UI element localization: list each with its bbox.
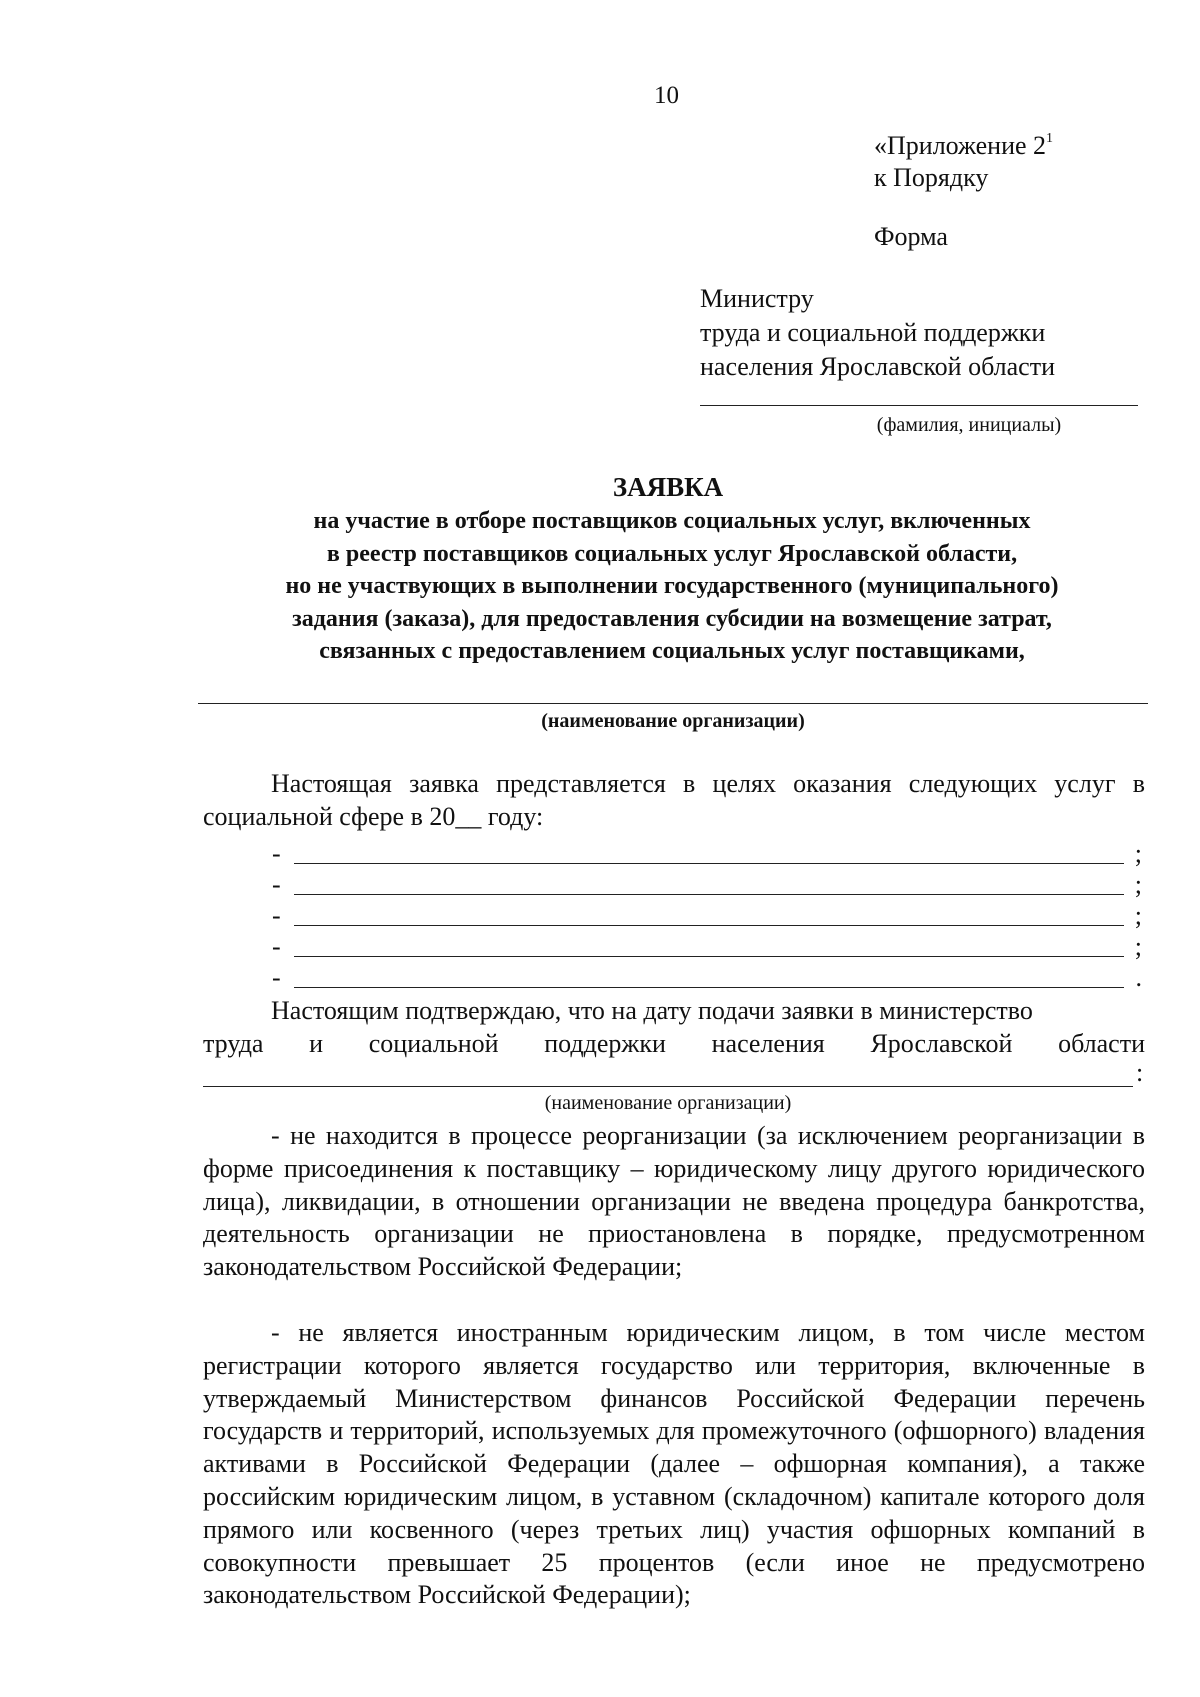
organization-name-line <box>198 703 1148 704</box>
subtitle-line: в реестр поставщиков социальных услуг Ярославской области, <box>326 540 1018 567</box>
service-rule <box>294 987 1124 988</box>
document-title: ЗАЯВКА <box>612 472 724 502</box>
condition-paragraph-2 <box>203 1317 1145 1612</box>
service-blank-line <box>272 961 1142 991</box>
condition-text-2: - не является иностранным юридическим лицом, в том числе местом регистрации которого является государство или территория, включенные в утверждаемый Министерством финансов Российской Федерации перечень государств и территорий, используемых для промежуточного (офшорного) владения активами в Российской Федерации (далее – офшорная компания), а также российским юридическим лицом, в уставном (складочном) капитале которого доля прямого или косвенного (через третьих лиц) участия офшорных компаний в совокупности превышает 25 процентов (если иное не предусмотрено законодательством Российской Федерации); <box>203 1318 1145 1610</box>
confirmation-organization-line <box>203 1086 1133 1087</box>
appendix-superscript: 1 <box>1046 131 1054 146</box>
confirmation-word: труда <box>203 1029 264 1058</box>
service-dash: - <box>272 901 281 930</box>
service-punctuation: ; <box>1134 932 1142 961</box>
condition-text-1: - не находится в процессе реорганизации (за исключением реорганизации в форме присоединения к поставщику – юридическому лицу другого юридического лица), ликвидации, в отношении организации не введена процедура банкротства, деятельность организации не приостановлена в порядке, предусмотренном законодательством Российской Федерации; <box>203 1121 1145 1282</box>
confirmation-word: области <box>1058 1029 1145 1058</box>
service-dash: - <box>272 870 281 899</box>
confirmation-line-2 <box>203 1028 1145 1061</box>
document-subtitle <box>200 505 1144 668</box>
form-label: Форма <box>874 222 948 251</box>
subtitle-line: задания (заказа), для предоставления субсидии на возмещение затрат, <box>292 605 1052 632</box>
service-rule <box>294 956 1124 957</box>
confirmation-word: Ярославской <box>870 1029 1013 1058</box>
service-dash: - <box>272 963 281 992</box>
confirmation-colon: : <box>1136 1058 1144 1087</box>
confirmation-word: и <box>309 1029 324 1058</box>
subtitle-line: но не участвующих в выполнении государственного (муниципального) <box>285 573 1059 599</box>
appendix-line-2: к Порядку <box>874 163 989 192</box>
service-blank-line <box>272 868 1142 898</box>
addressee-line-2: труда и социальной поддержки <box>700 318 1046 347</box>
organization-caption-bold: (наименование организации) <box>541 710 805 732</box>
organization-caption-regular: (наименование организации) <box>544 1092 792 1114</box>
service-rule <box>294 925 1124 926</box>
service-punctuation: . <box>1135 963 1142 992</box>
service-dash: - <box>272 839 281 868</box>
service-blank-line <box>272 837 1142 867</box>
confirmation-word: социальной <box>368 1029 499 1058</box>
services-intro <box>203 768 1145 834</box>
confirmation-word: населения <box>711 1029 825 1058</box>
service-rule <box>294 894 1124 895</box>
service-rule <box>294 863 1124 864</box>
service-punctuation: ; <box>1134 839 1142 868</box>
appendix-reference <box>874 123 1053 194</box>
confirmation-text: Настоящим подтверждаю, что на дату подачи заявки в министерство <box>271 996 1033 1025</box>
addressee-line-1: Министру <box>700 284 814 313</box>
subtitle-line: на участие в отборе поставщиков социальных услуг, включенных <box>313 508 1031 534</box>
service-blank-line <box>272 899 1142 929</box>
subtitle-line: связанных с предоставлением социальных услуг поставщиками, <box>319 638 1025 664</box>
confirmation-line-1 <box>203 995 1145 1028</box>
name-caption: (фамилия, инициалы) <box>876 414 1062 436</box>
addressee-line-3: населения Ярославской области <box>700 352 1055 381</box>
page-number: 10 <box>654 82 679 109</box>
appendix-line-1-text: «Приложение 2 <box>874 131 1047 160</box>
service-dash: - <box>272 932 281 961</box>
confirmation-word: поддержки <box>544 1029 666 1058</box>
appendix-line-1 <box>874 123 1053 162</box>
addressee-block <box>700 282 1055 384</box>
service-punctuation: ; <box>1134 901 1142 930</box>
service-blank-line <box>272 930 1142 960</box>
service-punctuation: ; <box>1134 870 1142 899</box>
services-intro-text: Настоящая заявка представляется в целях оказания следующих услуг в социальной сфере в 20__ году: <box>203 769 1145 831</box>
condition-paragraph-1 <box>203 1120 1145 1284</box>
name-signature-line <box>700 405 1138 406</box>
